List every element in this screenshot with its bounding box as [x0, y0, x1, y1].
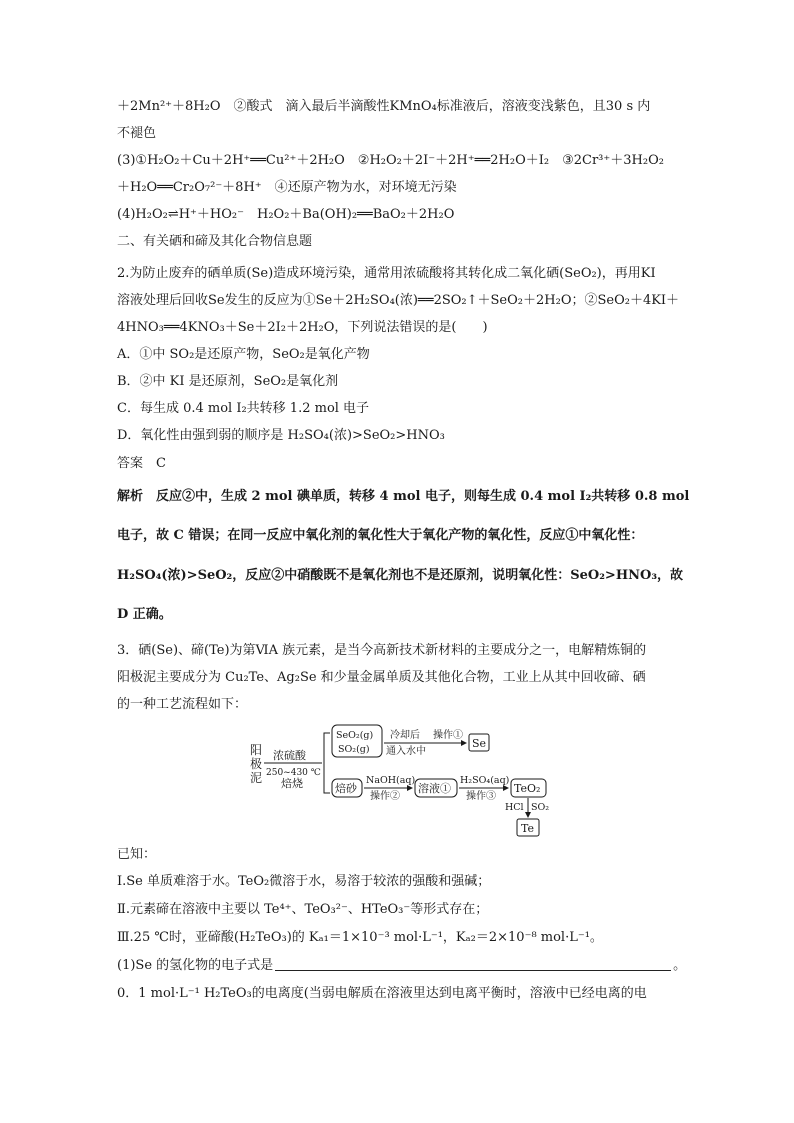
solution-label: 溶液① [418, 782, 451, 795]
answer-part-3-line-2: ＋H₂O══Cr₂O₇²⁻＋8H⁺ ④还原产物为水，对环境无污染 [117, 180, 457, 195]
analysis-line-1: 解析 反应②中，生成 2 mol 碘单质，转移 4 mol 电子，则每生成 0.4 mol I₂共转移 0.8 mol [117, 489, 690, 504]
h2so4-label: H₂SO₄(aq) [460, 775, 510, 786]
question-3-stem-line-1: 3．硒(Se)、碲(Te)为第ⅥA 族元素，是当今高新技术新材料的主要成分之一，电解精炼铜的 [117, 643, 647, 658]
question-3-part-2: 0．1 mol·L⁻¹ H₂TeO₃的电离度(当弱电解质在溶液里达到电离平衡时，溶液中已经电离的电 [117, 986, 647, 1001]
answer-continued-line-1: ＋2Mn²⁺＋8H₂O ②酸式 滴入最后半滴酸性KMnO₄标准液后，溶液变浅紫色，且30 s 内 [117, 99, 651, 114]
source-char-1: 阳 [250, 743, 263, 757]
question-3-stem-line-3: 的一种工艺流程如下： [117, 697, 248, 712]
op3-label: 操作③ [466, 791, 496, 802]
answer-blank[interactable] [275, 958, 671, 971]
cond-roast: 焙烧 [281, 777, 303, 790]
op1-label: 操作① [433, 730, 463, 741]
gas-seo2: SeO₂(g) [336, 730, 374, 741]
hcl-label: HCl [505, 802, 524, 813]
source-char-3: 泥 [250, 771, 263, 785]
question-2-stem-line-1: 2.为防止废弃的硒单质(Se)造成环境污染，通常用浓硫酸将其转化成二氧化硒(SeO₂)，再用KI [117, 266, 656, 281]
op2-label: 操作② [370, 791, 400, 802]
gas-so2: SO₂(g) [338, 744, 370, 755]
known-item-3: Ⅲ.25 ℃时，亚碲酸(H₂TeO₃)的 Kₐ₁＝1×10⁻³ mol·L⁻¹，Kₐ₂＝2×10⁻⁸ mol·L⁻¹。 [117, 930, 603, 945]
process-flow-diagram [246, 722, 566, 840]
teo2-label: TeO₂ [514, 782, 541, 795]
source-char-2: 极 [250, 757, 263, 771]
question-2-stem-line-2: 溶液处理后回收Se发生的反应为①Se＋2H₂SO₄(浓)══2SO₂↑＋SeO₂＋2H₂O；②SeO₂＋4KI＋ [117, 293, 680, 308]
known-item-1: Ⅰ.Se 单质难溶于水。TeO₂微溶于水，易溶于较浓的强酸和强碱； [117, 874, 491, 889]
analysis-line-4: D 正确。 [117, 607, 172, 622]
option-c: C．每生成 0.4 mol I₂共转移 1.2 mol 电子 [117, 401, 370, 416]
option-d: D．氧化性由强到弱的顺序是 H₂SO₄(浓)>SeO₂>HNO₃ [117, 428, 445, 443]
part-1-end: 。 [673, 958, 687, 973]
option-a: A．①中 SO₂是还原产物，SeO₂是氧化产物 [117, 347, 370, 362]
so2-reagent-label: SO₂ [531, 802, 550, 813]
branch-brace [324, 733, 330, 793]
se-product: Se [472, 737, 487, 750]
step1-cool: 冷却后 [390, 730, 420, 741]
answer-continued-line-2: 不褪色 [117, 126, 157, 141]
question-3-part-1 [117, 958, 686, 974]
section-heading: 二、有关硒和碲及其化合物信息题 [117, 234, 313, 249]
question-2-stem-line-3: 4HNO₃══4KNO₃＋Se＋2I₂＋2H₂O，下列说法错误的是( ) [117, 320, 488, 335]
question-3-stem-line-2: 阳极泥主要成分为 Cu₂Te、Ag₂Se 和少量金属单质及其他化合物，工业上从其中回收碲、硒 [117, 670, 646, 685]
answer-part-3-line-1: (3)①H₂O₂＋Cu＋2H⁺══Cu²⁺＋2H₂O ②H₂O₂＋2I⁻＋2H⁺══2H₂O＋I₂ ③2Cr³⁺＋3H₂O₂ [117, 153, 664, 168]
analysis-line-3: H₂SO₄(浓)>SeO₂，反应②中硝酸既不是氧化剂也不是还原剂，说明氧化性：SeO₂>HNO₃，故 [117, 568, 684, 583]
te-product: Te [521, 822, 534, 835]
calcine-label: 焙砂 [335, 782, 357, 795]
part-1-prompt: (1)Se 的氢化物的电子式是 [117, 958, 274, 973]
known-heading: 已知： [117, 847, 157, 862]
cond-conc-h2so4: 浓硫酸 [273, 749, 306, 762]
option-b: B．②中 KI 是还原剂，SeO₂是氧化剂 [117, 374, 339, 389]
step1-water: 通入水中 [386, 746, 426, 757]
cond-temperature: 250~430 ℃ [266, 768, 321, 778]
answer-part-4: (4)H₂O₂⇌H⁺＋HO₂⁻ H₂O₂＋Ba(OH)₂══BaO₂＋2H₂O [117, 207, 455, 222]
answer-line: 答案 C [117, 456, 166, 471]
known-item-2: Ⅱ.元素碲在溶液中主要以 Te⁴⁺、TeO₃²⁻、HTeO₃⁻等形式存在； [117, 902, 489, 917]
naoh-label: NaOH(aq) [366, 775, 416, 786]
analysis-line-2: 电子，故 C 错误；在同一反应中氧化剂的氧化性大于氧化产物的氧化性，反应①中氧化性： [117, 528, 644, 543]
